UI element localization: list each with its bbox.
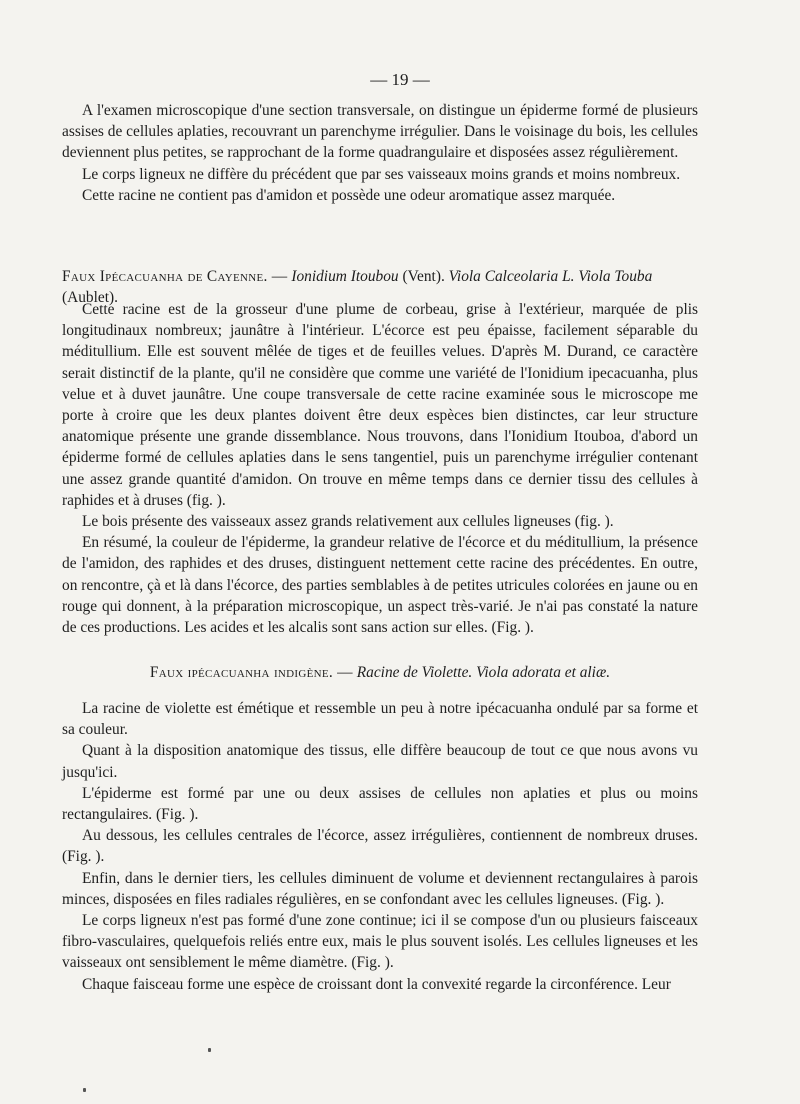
heading-synonyms: Viola Calceolaria L. Viola Touba bbox=[448, 268, 653, 285]
paragraph: La racine de violette est émétique et ressemble un peu à notre ipécacuanha ondulé par sa forme et sa couleur. bbox=[62, 700, 698, 739]
page-number: — 19 — bbox=[370, 70, 430, 89]
section-3 bbox=[62, 698, 698, 995]
paragraph: Cette racine ne contient pas d'amidon et possède une odeur aromatique assez marquée. bbox=[82, 186, 616, 204]
paragraph: En résumé, la couleur de l'épiderme, la grandeur relative de l'écorce et du méditullium, la présence de l'amidon, des raphides et des druses, distinguent nettement cette racine des précédentes. En outre, on rencontre, çà et là dans l'écorce, des parties semblables à de petites utricules colorées en jaune ou en rouge qui donnent, à la préparation microscopique, un aspect très-varié. Je n'ai pas constaté la nature de ces productions. Les acides et les alcalis sont sans action sur elles. (Fig. ). bbox=[62, 534, 698, 637]
heading-author: (Aublet). bbox=[62, 289, 118, 306]
heading-species: Racine de Violette. Viola adorata et aliæ. bbox=[356, 664, 611, 681]
heading-author: (Vent). bbox=[402, 268, 445, 285]
paragraph: Enfin, dans le dernier tiers, les cellules diminuent de volume et deviennent rectangulaires à parois minces, disposées en files radiales régulières, en se confondant avec les cellules ligneuses. (Fig. ). bbox=[62, 869, 698, 908]
section-1 bbox=[62, 100, 698, 206]
section-3-heading bbox=[62, 662, 698, 683]
paragraph: Au dessous, les cellules centrales de l'écorce, assez irrégulières, contiennent de nombreux druses. (Fig. ). bbox=[62, 827, 698, 866]
paper-speck bbox=[83, 1088, 86, 1092]
section-2 bbox=[62, 299, 698, 638]
paragraph: Le corps ligneux n'est pas formé d'une zone continue; ici il se compose d'un ou plusieurs faisceaux fibro-vasculaires, quelquefois reliés entre eux, mais le plus souvent isolés. Les cellules ligneuses et les vaisseaux ont sensiblement le même diamètre. (Fig. ). bbox=[62, 912, 698, 972]
paragraph: A l'examen microscopique d'une section transversale, on distingue un épiderme formé de plusieurs assises de cellules aplaties, recouvrant un parenchyme irrégulier. Dans le voisinage du bois, les cellules deviennent plus petites, se rapprochant de la forme quadrangulaire et disposées assez régulièrement. bbox=[62, 102, 698, 162]
heading-species: Ionidium Itoubou bbox=[291, 268, 399, 285]
paragraph: Quant à la disposition anatomique des tissus, elle diffère beaucoup de tout ce que nous avons vu jusqu'ici. bbox=[62, 742, 698, 781]
heading-label: Faux ipécacuanha indigène. — bbox=[149, 664, 353, 681]
paragraph: L'épiderme est formé par une ou deux assises de cellules non aplaties et plus ou moins rectangulaires. (Fig. ). bbox=[62, 784, 698, 824]
paragraph: Cette racine est de la grosseur d'une plume de corbeau, grise à l'extérieur, marquée de plis longitudinaux nombreux; jaunâtre à l'intérieur. L'écorce est peu épaisse, facilement séparable du méditullium. Elle est souvent mêlée de tiges et de feuilles velues. D'après M. Durand, ce caractère serait distinctif de la plante, qu'il ne considère que comme une variété de l'Ionidium ipecacuanha, plus velue et à duvet jaunâtre. Une coupe transversale de cette racine examinée sous le microscope me porte à croire que les deux plantes doivent être deux espèces bien distinctes, car leur structure anatomique présente une grande dissemblance. Nous trouvons, dans l'Ionidium Itouboa, d'abord un épiderme formé de cellules aplaties dans le sens tangentiel, puis un parenchyme irrégulier contenant une assez grande quantité d'amidon. On trouve en même temps dans ce dernier tissu des cellules à raphides et à druses (fig. ). bbox=[62, 301, 698, 509]
paragraph: Le corps ligneux ne diffère du précédent que par ses vaisseaux moins grands et moins nombreux. bbox=[82, 165, 681, 183]
paragraph: Chaque faisceau forme une espèce de croissant dont la convexité regarde la circonférence. Leur bbox=[82, 975, 671, 993]
paper-speck bbox=[208, 1048, 211, 1052]
paragraph: Le bois présente des vaisseaux assez grands relativement aux cellules ligneuses (fig. ). bbox=[82, 513, 614, 531]
heading-label: Faux Ipécacuanha de Cayenne. — bbox=[62, 268, 288, 285]
